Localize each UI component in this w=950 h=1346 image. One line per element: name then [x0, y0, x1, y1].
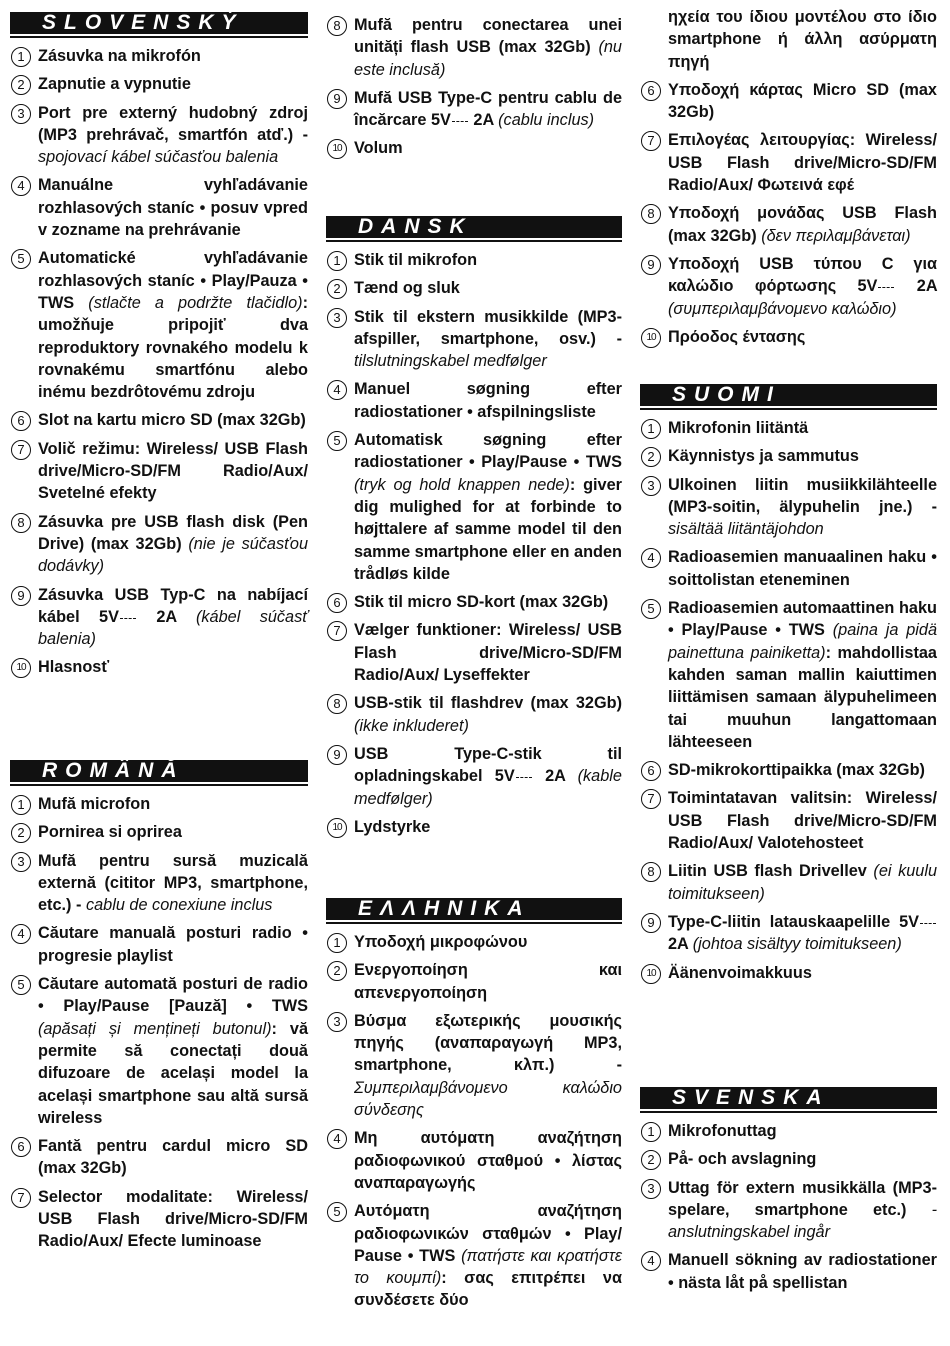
section-title: ROMÂNĂ [10, 760, 308, 784]
item-number-circle: 1 [641, 419, 661, 439]
section-title: SUOMI [640, 384, 937, 408]
list-item [326, 619, 622, 686]
list-item [640, 962, 937, 984]
item-number-circle: 2 [11, 75, 31, 95]
list-item [640, 129, 937, 196]
item-text: Radioasemien automaattinen haku • Play/Pause • TWS [668, 599, 937, 640]
item-number-circle: 9 [327, 89, 347, 109]
item-text: Ενεργοποίηση και απενεργοποίηση [354, 961, 622, 1002]
item-note: (stlačte a podržte tlačidlo) [88, 293, 303, 312]
item-number-circle: 2 [327, 279, 347, 299]
list-item [326, 429, 622, 585]
item-number-circle: 10 [327, 818, 347, 838]
list-item [10, 409, 308, 431]
list-item [640, 474, 937, 541]
item-text: Zásuvka pre USB flash disk (Pen Drive) (max 32Gb) [38, 512, 308, 553]
list-item [326, 1127, 622, 1194]
item-text-continued: : umožňuje pripojiť dva reproduktory rovnakého modelu k rovnakému smartfónu alebo inému bezdrôtovému zdroju [38, 293, 308, 402]
item-text: Manuálne vyhľadávanie rozhlasových staníc • posuv vpred v zozname na prehrávanie [38, 176, 308, 240]
language-section [10, 760, 308, 1259]
item-text-continued: 2A [156, 607, 177, 626]
list-item [326, 14, 622, 81]
list-item [326, 277, 622, 299]
list-item [326, 378, 622, 423]
item-text: Zásuvka na mikrofón [38, 47, 201, 65]
list-item [326, 137, 622, 159]
item-text: Υποδοχή μικροφώνου [354, 933, 528, 951]
list-item [640, 202, 937, 247]
item-text: ηχεία του ίδιου μοντέλου στο ίδιο smartphone ή άλλη ασύρματη πηγή [668, 8, 937, 71]
item-number-circle: 10 [641, 328, 661, 348]
item-text: Zapnutie a vypnutie [38, 75, 191, 94]
list-item [326, 1200, 622, 1311]
item-number-circle: 4 [327, 380, 347, 400]
list-item [326, 816, 622, 838]
list-item [10, 73, 308, 95]
item-number-circle: 6 [327, 593, 347, 613]
item-number-circle: 3 [327, 308, 347, 328]
item-number-circle: 4 [327, 1129, 347, 1149]
list-item [326, 931, 622, 953]
section-title: SLOVENSKÝ [10, 12, 308, 36]
section-title: SVENSKA [640, 1087, 937, 1111]
item-text: Stik til ekstern musikkilde (MP3-afspiller, smartphone, osv.) - [354, 307, 622, 348]
item-number-circle: 3 [641, 476, 661, 496]
item-note: Συμπεριλαμβάνομενο καλώδιο σύνδεσης [354, 1078, 622, 1120]
item-note: (kable medfølger) [354, 767, 622, 808]
list-item [326, 743, 622, 810]
item-text: Käynnistys ja sammutus [668, 447, 859, 466]
list-item [10, 793, 308, 815]
item-text: Fantă pentru cardul micro SD (max 32Gb) [38, 1137, 308, 1178]
list-item [640, 1249, 937, 1294]
list-item [640, 6, 937, 73]
item-number-circle: 9 [327, 745, 347, 765]
language-section [640, 6, 937, 354]
item-number-circle: 1 [11, 47, 31, 67]
item-number-circle: 4 [11, 176, 31, 196]
item-number-circle: 6 [641, 81, 661, 101]
item-text-continued: 2A [668, 935, 689, 954]
item-text: Mikrofonin liitäntä [668, 419, 809, 437]
item-number-circle: 8 [327, 16, 347, 36]
item-number-circle: 9 [641, 255, 661, 275]
item-text: Αυτόματη αναζήτηση ραδιοφωνικών σταθμών • Play/ Pause • TWS [354, 1202, 622, 1265]
item-number-circle: 4 [641, 1251, 661, 1271]
list-item [326, 959, 622, 1004]
item-text: Hlasnosť [38, 658, 110, 677]
item-number-circle: 10 [11, 658, 31, 678]
item-note: (apăsați și mențineți butonul) [38, 1019, 272, 1038]
item-text: SD-mikrokorttipaikka (max 32Gb) [668, 761, 925, 780]
list-item [640, 417, 937, 439]
item-number-circle: 6 [641, 761, 661, 781]
list-item [10, 821, 308, 843]
item-number-circle: 3 [11, 852, 31, 872]
list-item [640, 546, 937, 591]
item-text: Căutare manuală posturi radio • progresie playlist [38, 924, 308, 965]
dc-voltage-symbol [919, 915, 937, 927]
list-item [640, 1148, 937, 1170]
item-text: Μη αυτόματη αναζήτηση ραδιοφωνικού σταθμού • λίστας αναπαραγωγής [354, 1129, 622, 1192]
item-number-circle: 2 [641, 447, 661, 467]
list-item [10, 247, 308, 403]
item-text-continued: : vă permite să conectați două difuzoare de același model la același smartphone sau altă sursă wireless [38, 1019, 309, 1127]
item-text: Mufă pentru conectarea unei unități flash USB (max 32Gb) [354, 16, 622, 57]
item-number-circle: 6 [11, 411, 31, 431]
item-text: Zásuvka USB Typ-C na nabíjací kábel 5V [38, 585, 308, 626]
item-note: - anslutningskabel ingår [668, 1200, 937, 1242]
item-number-circle: 8 [641, 862, 661, 882]
list-item [10, 973, 308, 1129]
item-text: Volič režimu: Wireless/ USB Flash drive/Micro-SD/FM Radio/Aux/ Svetelné efekty [38, 439, 308, 503]
item-text: Stik til micro SD-kort (max 32Gb) [354, 593, 609, 612]
item-number-circle: 1 [327, 251, 347, 271]
item-text: Lydstyrke [354, 817, 431, 836]
dc-voltage-symbol [451, 113, 469, 125]
item-note: (kábel súčasť balenia) [38, 607, 309, 649]
language-section [640, 1087, 937, 1300]
item-text-continued: 2A [473, 111, 494, 130]
item-number-circle: 4 [641, 548, 661, 568]
item-number-circle: 1 [641, 1122, 661, 1142]
item-text-continued: 2A [545, 767, 566, 786]
list-item [640, 253, 937, 320]
item-text: Slot na kartu micro SD (max 32Gb) [38, 411, 306, 430]
list-item [326, 692, 622, 737]
item-note: (ei kuulu toimitukseen) [668, 862, 938, 903]
dc-voltage-symbol [515, 769, 533, 781]
item-note: (paina ja pidä painettuna painiketta) [668, 621, 937, 662]
item-text: Mufă USB Type-C pentru cablu de încărcare 5V [354, 88, 622, 130]
item-number-circle: 7 [641, 131, 661, 151]
list-item [326, 306, 622, 373]
item-number-circle: 4 [11, 924, 31, 944]
item-text: Πρόοδος έντασης [668, 327, 806, 346]
item-text: På- och avslagning [668, 1150, 817, 1169]
item-text: Stik til mikrofon [354, 251, 478, 269]
list-item [640, 911, 937, 956]
item-number-circle: 6 [11, 1137, 31, 1157]
item-note: cablu de conexiune inclus [85, 896, 273, 915]
item-number-circle: 8 [327, 694, 347, 714]
item-text: Tænd og sluk [354, 279, 460, 298]
list-item [640, 1120, 937, 1142]
item-number-circle: 7 [327, 621, 347, 641]
item-number-circle: 3 [327, 1012, 347, 1032]
item-text: Liitin USB flash Drivellev [668, 862, 867, 881]
item-text: USB-stik til flashdrev (max 32Gb) [354, 694, 622, 713]
item-note: (nie je súčasťou dodávky) [38, 534, 308, 576]
item-text: Υποδοχή μονάδας USB Flash (max 32Gb) [668, 204, 937, 245]
item-text-continued: : mahdollistaa kahden saman mallin kaiuttimen liittämisen samaan älypuhelimeen tai muuhun langattomaan lähteeseen [668, 643, 937, 751]
item-number-circle: 1 [327, 933, 347, 953]
item-number-circle: 7 [11, 440, 31, 460]
item-note: spojovací kábel súčasťou balenia [38, 148, 279, 167]
language-section [326, 14, 622, 166]
item-note: (συμπεριλαμβάνομενο καλώδιο) [668, 299, 897, 318]
item-text: Ulkoinen liitin musiikkilähteelle (MP3-soitin, älypuhelin jne.) - [668, 475, 937, 516]
language-section [326, 216, 622, 844]
list-item [10, 922, 308, 967]
item-number-circle: 5 [327, 431, 347, 451]
item-text-continued: : giver dig mulighed for at forbinde to højttalere af samme model til den samme smartphone eller en anden trådløs kilde [354, 475, 622, 583]
item-text: Radioasemien manuaalinen haku • soittolistan eteneminen [668, 548, 937, 589]
list-item [640, 759, 937, 781]
item-text: Υποδοχή κάρτας Micro SD (max 32Gb) [668, 80, 937, 122]
dc-voltage-symbol [119, 610, 137, 622]
item-number-circle: 5 [11, 975, 31, 995]
list-item [10, 511, 308, 578]
list-item [326, 591, 622, 613]
list-item [10, 174, 308, 241]
item-text: USB Type-C-stik til opladningskabel 5V [354, 744, 622, 786]
item-number-circle: 8 [11, 513, 31, 533]
item-text: Port pre externý hudobný zdroj (MP3 prehrávač, smartfón atď.) - [38, 103, 308, 144]
item-note: tilslutningskabel medfølger [354, 352, 547, 371]
item-number-circle: 10 [641, 964, 661, 984]
item-note: (δεν περιλαμβάνεται) [761, 226, 911, 245]
list-item [10, 850, 308, 917]
item-text: Uttag för extern musikkälla (MP3-spelare, smartphone etc.) [668, 1178, 937, 1219]
item-text: Βύσμα εξωτερικής μουσικής πηγής (αναπαραγωγή MP3, smartphone, κλπ.) - [354, 1011, 622, 1075]
language-section [326, 898, 622, 1318]
item-text: Mikrofonuttag [668, 1122, 777, 1140]
list-item [640, 1177, 937, 1244]
item-number-circle: 9 [641, 913, 661, 933]
item-text: Volum [354, 139, 403, 158]
list-item [640, 326, 937, 348]
list-item [10, 584, 308, 651]
item-note: (tryk og hold knappen nede) [354, 475, 570, 494]
item-number-circle: 2 [641, 1150, 661, 1170]
list-item [640, 597, 937, 753]
item-text: Mufă pentru sursă muzicală externă (cititor MP3, smartphone, etc.) - [38, 851, 308, 915]
item-number-circle: 5 [11, 249, 31, 269]
item-number-circle: 7 [11, 1188, 31, 1208]
item-text: Επιλογέας λειτουργίας: Wireless/ USB Flash drive/Micro-SD/FM Radio/Aux/ Φωτεινά εφέ [668, 131, 937, 195]
item-text: Type-C-liitin latauskaapelille 5V [668, 912, 919, 931]
section-title: ΕΛΛΗΝΙΚΑ [326, 898, 622, 922]
item-number-circle: 1 [11, 795, 31, 815]
item-text: Selector modalitate: Wireless/ USB Flash drive/Micro-SD/FM Radio/Aux/ Efecte luminoase [38, 1187, 308, 1251]
item-note: sisältää liitäntäjohdon [668, 520, 824, 539]
item-text-continued: : σας επιτρέπει να συνδέσετε δύο [354, 1269, 622, 1310]
item-number-circle: 8 [641, 204, 661, 224]
item-note: (johtoa sisältyy toimitukseen) [692, 935, 902, 954]
item-text: Manuell sökning av radiostationer • nästa låt på spellistan [668, 1251, 937, 1292]
list-item [640, 79, 937, 124]
item-number-circle: 5 [641, 599, 661, 619]
language-section [10, 12, 308, 685]
dc-voltage-symbol [877, 279, 895, 291]
list-item [640, 445, 937, 467]
item-text: Vælger funktioner: Wireless/ USB Flash drive/Micro-SD/FM Radio/Aux/ Lyseffekter [354, 621, 622, 685]
item-text: Mufă microfon [38, 795, 151, 813]
item-note: (ikke inkluderet) [354, 716, 469, 735]
list-item [10, 656, 308, 678]
item-text: Υποδοχή USB τύπου C για καλώδιο φόρτωσης 5V [668, 254, 937, 296]
list-item [10, 438, 308, 505]
item-number-circle: 5 [327, 1202, 347, 1222]
item-text-continued: 2A [916, 277, 937, 296]
item-text: Manuel søgning efter radiostationer • afspilningsliste [354, 380, 622, 421]
item-number-circle: 3 [641, 1179, 661, 1199]
item-text: Äänenvoimakkuus [668, 963, 812, 982]
item-text: Automatisk søgning efter radiostationer • Play/Pause • TWS [354, 431, 622, 472]
item-text: Pornirea si oprirea [38, 823, 182, 842]
item-number-circle: 7 [641, 789, 661, 809]
list-item [326, 249, 622, 271]
item-text: Căutare automată posturi de radio • Play/Pause [Pauză] • TWS [38, 975, 308, 1016]
item-text: Automatické vyhľadávanie rozhlasových staníc • Play/Pauza • TWS [38, 249, 308, 312]
list-item [10, 45, 308, 67]
item-note: (cablu inclus) [498, 111, 595, 130]
item-number-circle: 3 [11, 104, 31, 124]
item-note: (nu este inclusă) [354, 38, 622, 79]
item-number-circle: 9 [11, 586, 31, 606]
list-item [10, 1135, 308, 1180]
list-item [640, 860, 937, 905]
list-item [10, 1186, 308, 1253]
list-item [10, 102, 308, 169]
list-item [640, 787, 937, 854]
list-item [326, 87, 622, 132]
language-section [640, 384, 937, 990]
item-note: (πατήστε και κρατήστε το κουμπί) [354, 1246, 622, 1288]
list-item [326, 1010, 622, 1121]
section-title: DANSK [326, 216, 622, 240]
item-number-circle: 10 [327, 139, 347, 159]
item-number-circle: 2 [327, 961, 347, 981]
item-text: Toimintatavan valitsin: Wireless/ USB Flash drive/Micro-SD/FM Radio/Aux/ Valotehosteet [668, 789, 937, 853]
item-number-circle: 2 [11, 823, 31, 843]
